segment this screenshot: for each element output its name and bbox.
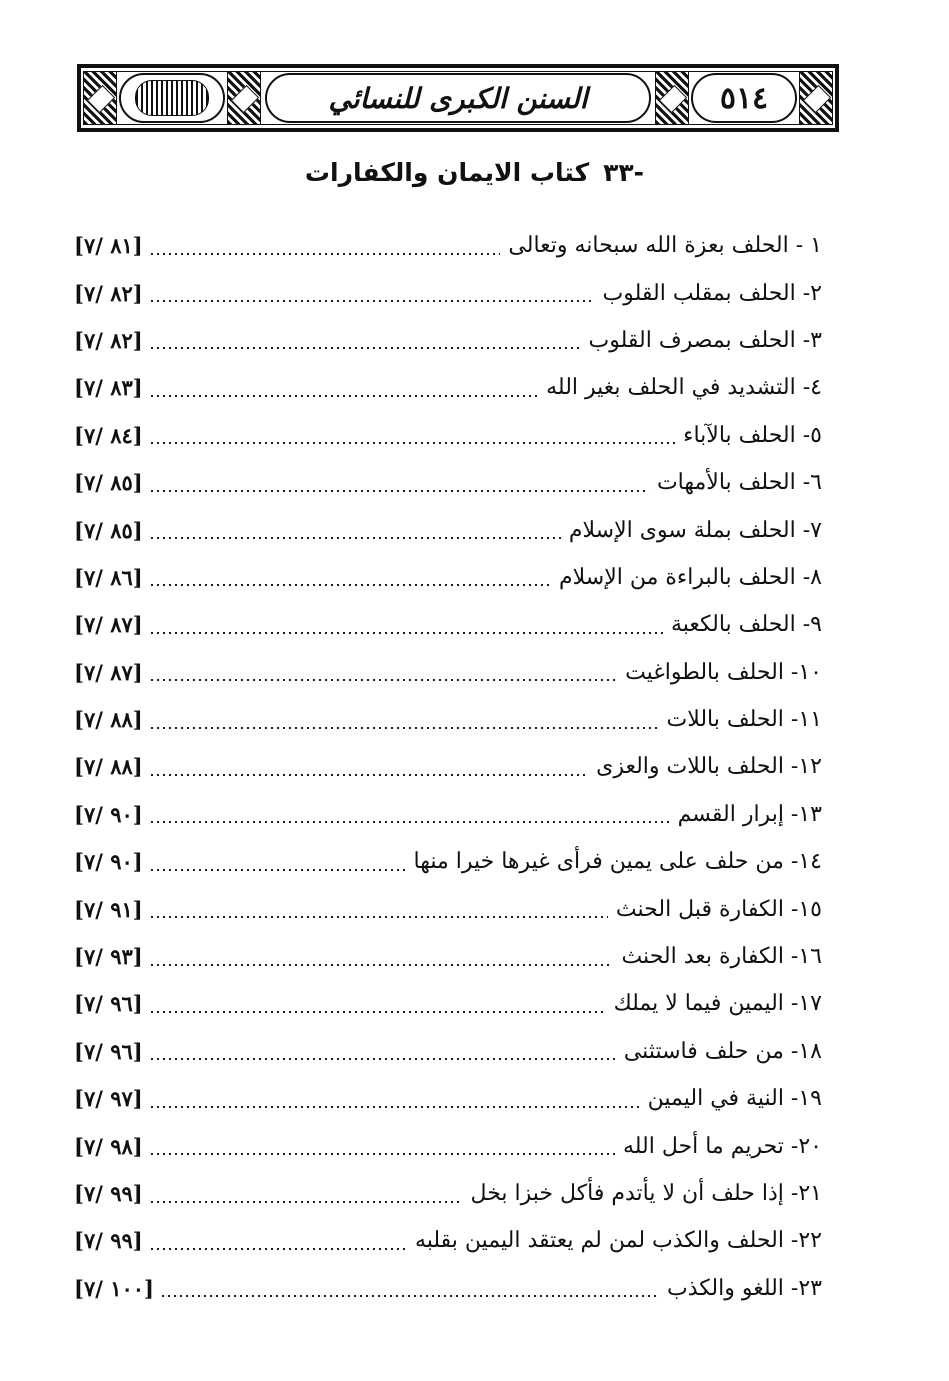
dot-leader [149,1106,640,1108]
toc-entry [74,743,822,790]
toc-reference: [٩٨ /٧] [74,1133,143,1159]
book-logo-seal [119,73,225,123]
toc-entry [74,554,822,601]
toc-entry [74,1075,822,1122]
dot-leader [149,584,551,586]
toc-reference: [٨٧ /٧] [74,659,143,685]
toc-title: ١٦- الكفارة بعد الحنث [621,944,822,970]
chapter-number: -٣٣ [603,158,645,187]
dot-leader [149,1248,407,1250]
chapter-heading [0,158,949,187]
toc-title: ١٥- الكفارة قبل الحنث [615,896,822,922]
toc-title: ١٨- من حلف فاستثنى [623,1038,822,1064]
dot-leader [149,916,608,918]
dot-leader [149,679,617,681]
dot-leader [149,442,675,444]
dot-leader [149,964,614,966]
toc-entry [74,1122,822,1169]
toc-title: ٢- الحلف بمقلب القلوب [602,280,822,306]
toc-reference: [١٠٠ /٧] [74,1275,154,1301]
toc-reference: [٨٦ /٧] [74,564,143,590]
toc-reference: [٨٧ /٧] [74,612,143,638]
dot-leader [149,253,501,255]
page-header [77,64,839,132]
toc-entry [74,696,822,743]
toc-reference: [٩٧ /٧] [74,1086,143,1112]
dot-leader [149,347,581,349]
toc-reference: [٩٦ /٧] [74,1038,143,1064]
page-number: ٥١٤ [719,80,769,116]
toc-title: ٤- التشديد في الحلف بغير الله [546,375,822,401]
toc-title: ٣- الحلف بمصرف القلوب [588,327,822,353]
ornament-icon [227,71,261,125]
toc-title: ١٩- النية في اليمين [647,1086,822,1112]
toc-reference: [٩٠ /٧] [74,849,143,875]
toc-reference: [٩٩ /٧] [74,1181,143,1206]
toc-reference: [٩٦ /٧] [74,991,143,1017]
toc-title: ١٤- من حلف على يمين فرأى غيرها خيرا منها [413,849,822,875]
toc-entry [74,364,822,411]
toc-reference: [٨٣ /٧] [74,375,143,401]
toc-title: ٢٢- الحلف والكذب لمن لم يعتقد اليمين بقلبه [414,1228,822,1254]
toc-entry [74,649,822,696]
toc-entry [74,506,822,553]
calligraphy-seal-icon [135,80,209,116]
toc-entry [74,601,822,648]
dot-leader [149,869,406,871]
toc-title: ٢٠- تحريم ما أحل الله [622,1133,822,1159]
toc-title: ٩- الحلف بالكعبة [670,612,822,638]
toc-entry [74,412,822,459]
book-title-cartouche [265,73,651,123]
toc-entry [74,1028,822,1075]
toc-reference: [٩١ /٧] [74,896,143,922]
toc-reference: [٩٣ /٧] [74,944,143,970]
toc-reference: [٨٨ /٧] [74,707,143,733]
toc-title: ١٧- اليمين فيما لا يملك [613,991,822,1017]
toc-entry [74,1217,822,1264]
toc-title: ٢٣- اللغو والكذب [667,1275,822,1301]
ornament-icon [655,71,689,125]
toc-title: ٦- الحلف بالأمهات [656,470,822,496]
table-of-contents [74,222,822,1312]
toc-reference: [٨٤ /٧] [74,422,143,448]
dot-leader [149,490,649,492]
toc-reference: [٩٩ /٧] [74,1228,143,1254]
dot-leader [149,632,663,634]
toc-entry [74,1170,822,1217]
toc-title: ١١- الحلف باللات [666,707,822,733]
dot-leader [149,821,670,823]
dot-leader [149,537,561,539]
dot-leader [149,395,538,397]
toc-title: ٢١- إذا حلف أن لا يأتدم فأكل خبزا بخل [470,1181,822,1206]
toc-reference: [٨٥ /٧] [74,517,143,543]
toc-entry [74,933,822,980]
toc-entry [74,980,822,1027]
toc-entry [74,1265,822,1312]
dot-leader [149,1011,606,1013]
page-number-cartouche [691,73,797,123]
chapter-title: كتاب الايمان والكفارات [304,158,590,187]
toc-reference: [٨٢ /٧] [74,327,143,353]
toc-reference: [٨٢ /٧] [74,280,143,306]
toc-reference: [٨١ /٧] [74,233,143,259]
book-title: السنن الكبرى للنسائي [328,81,588,115]
toc-entry [74,838,822,885]
toc-entry [74,222,822,269]
toc-entry [74,317,822,364]
toc-title: ٧- الحلف بملة سوى الإسلام [568,517,822,543]
toc-title: ١٣- إبرار القسم [677,801,822,827]
toc-title: ٥- الحلف بالآباء [683,422,822,448]
toc-entry [74,459,822,506]
toc-reference: [٩٠ /٧] [74,801,143,827]
toc-entry [74,791,822,838]
ornament-icon [799,71,833,125]
ornament-icon [83,71,117,125]
toc-title: ١٢- الحلف باللات والعزى [596,754,822,780]
toc-title: ١ - الحلف بعزة الله سبحانه وتعالى [508,233,822,259]
dot-leader [149,1058,616,1060]
dot-leader [149,774,588,776]
dot-leader [149,1201,463,1203]
toc-entry [74,885,822,932]
toc-reference: [٨٨ /٧] [74,754,143,780]
toc-title: ٨- الحلف بالبراءة من الإسلام [559,564,822,590]
dot-leader [149,300,595,302]
toc-reference: [٨٥ /٧] [74,470,143,496]
toc-entry [74,269,822,316]
dot-leader [149,1153,615,1155]
dot-leader [160,1295,659,1297]
dot-leader [149,727,659,729]
toc-title: ١٠- الحلف بالطواغيت [625,659,822,685]
